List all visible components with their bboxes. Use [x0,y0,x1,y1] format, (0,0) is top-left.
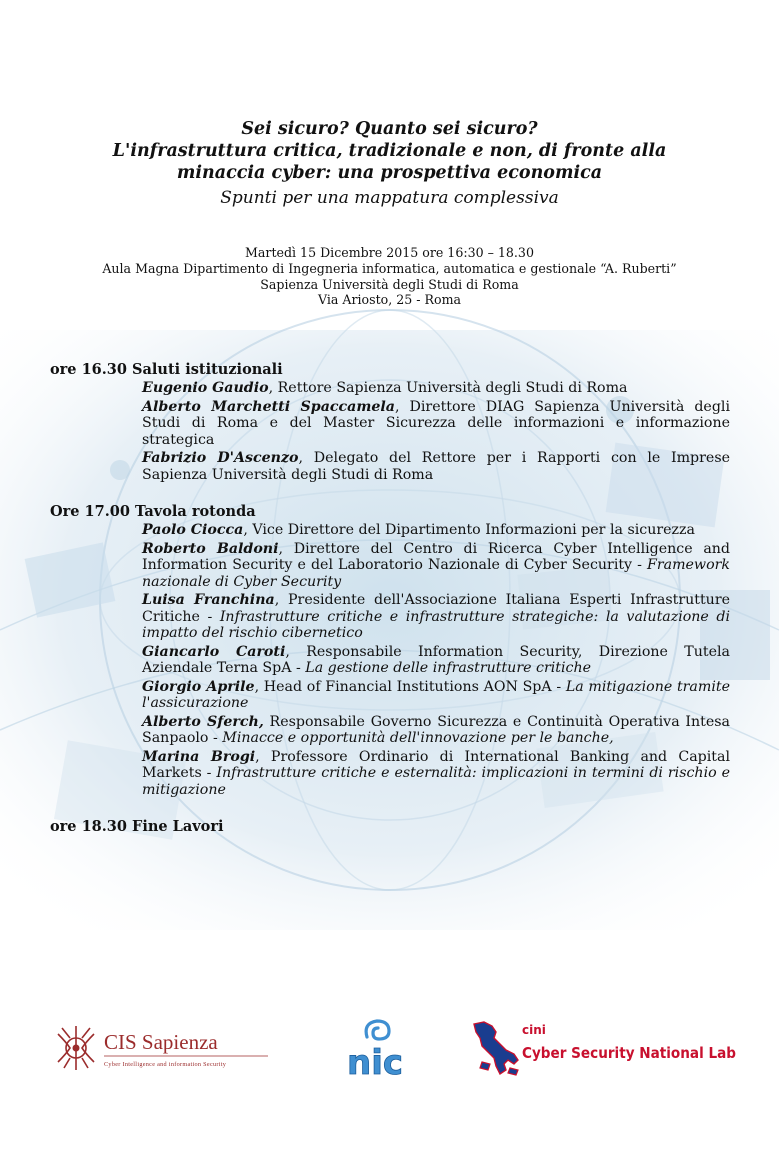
speaker-topic: La mitigazione tramite l'assicurazione [142,678,730,711]
event-venue: Aula Magna Dipartimento di Ingegneria informatica, automatica e gestionale “A. Ruberti” [102,260,677,276]
speaker-role: , Professore Ordinario di International Banking and Capital Markets - [142,748,730,781]
program-slot [50,361,730,483]
speaker-item [142,541,730,591]
nic-logo [333,1015,417,1083]
speaker-item [142,644,730,677]
cini-cyber-security-lab-logo [470,1018,740,1078]
program [50,361,730,836]
speaker-role: , Vice Direttore del Dipartimento Informazioni per la sicurezza [243,522,695,538]
speaker-list [142,380,730,483]
speaker-role: , Direttore del Centro di Ricerca Cyber Intelligence and Information Security e del Laboratorio Nazionale di Cyber Security - [142,540,730,573]
program-slot [50,818,730,836]
slot-title: Ore 17.00 Tavola rotonda [50,503,256,520]
cis-sapienza-logo [52,1018,272,1078]
header [0,118,779,210]
event-university: Sapienza Università degli Studi di Roma [260,276,519,292]
speaker-topic: Infrastrutture critiche e esternalità: implicazioni in termini di rischio e mitigazione [142,765,730,798]
slot-title: ore 16.30 Saluti istituzionali [50,361,283,378]
speaker-name: Fabrizio D'Ascenzo [142,450,299,466]
speaker-item [142,450,730,483]
speaker-item [142,380,730,397]
speaker-role: , Rettore Sapienza Università degli Studi di Roma [268,380,628,396]
cis-tagline: Cyber Intelligence and information Security [104,1061,227,1068]
speaker-name: Giancarlo Caroti [142,643,286,660]
speaker-list [142,522,730,798]
speaker-name: Paolo Ciocca [142,522,244,538]
speaker-name: Giorgio Aprile [142,678,255,695]
title-line-1: Sei sicuro? Quanto sei sicuro? [241,119,538,139]
subtitle: Spunti per una mappatura complessiva [220,188,559,208]
speaker-topic: La gestione delle infrastrutture critiche [305,660,591,676]
speaker-item [142,399,730,449]
nic-name: nic [346,1043,404,1083]
logo-row [0,1015,779,1085]
speaker-role: , Delegato del Rettore per i Rapporti con le Imprese Sapienza Università degli Studi di Roma [142,450,730,483]
speaker-name: Alberto Sferch, [142,713,264,730]
speaker-item [142,522,730,539]
event-address: Via Ariosto, 25 - Roma [317,292,462,308]
speaker-name: Roberto Baldoni [142,540,279,557]
speaker-role: , Direttore DIAG Sapienza Università degli Studi di Roma e del Master Sicurezza delle informazioni e informazione strategica [142,398,730,448]
cis-name: CIS Sapienza [104,1030,218,1054]
speaker-role: , Head of Financial Institutions AON SpA - [254,678,566,695]
speaker-item [142,714,730,747]
speaker-item [142,592,730,642]
speaker-role: , Presidente dell'Associazione Italiana Esperti Infrastrutture Critiche - [142,592,730,625]
slot-title: ore 18.30 Fine Lavori [50,818,224,835]
speaker-topic: Minacce e opportunità dell'innovazione per le banche, [222,730,614,746]
speaker-name: Luisa Franchina [142,592,275,608]
cini-mark: cini [522,1023,546,1037]
speaker-role: , Responsabile Information Security, Direzione Tutela Aziendale Terna SpA - [142,643,730,676]
program-slot [50,503,730,798]
speaker-item [142,679,730,712]
speaker-topic: Infrastrutture critiche e infrastrutture strategiche: la valutazione di impatto del rischio cibernetico [142,608,731,641]
speaker-name: Eugenio Gaudio [142,380,269,396]
title-line-2: L'infrastruttura critica, tradizionale e non, di fronte alla [112,141,667,161]
speaker-name: Alberto Marchetti Spaccamela [142,398,395,415]
event-info [0,245,779,308]
event-datetime: Martedì 15 Dicembre 2015 ore 16:30 – 18.30 [245,245,534,260]
speaker-role: Responsabile Governo Sicurezza e Continuità Operativa Intesa Sanpaolo - [142,713,730,746]
speaker-topic: Framework nazionale di Cyber Security [142,557,730,590]
title-line-3: minaccia cyber: una prospettiva economica [176,163,603,183]
speaker-name: Marina Brogi [142,748,256,765]
speaker-item [142,749,730,799]
cini-name: Cyber Security National Lab [522,1044,736,1062]
